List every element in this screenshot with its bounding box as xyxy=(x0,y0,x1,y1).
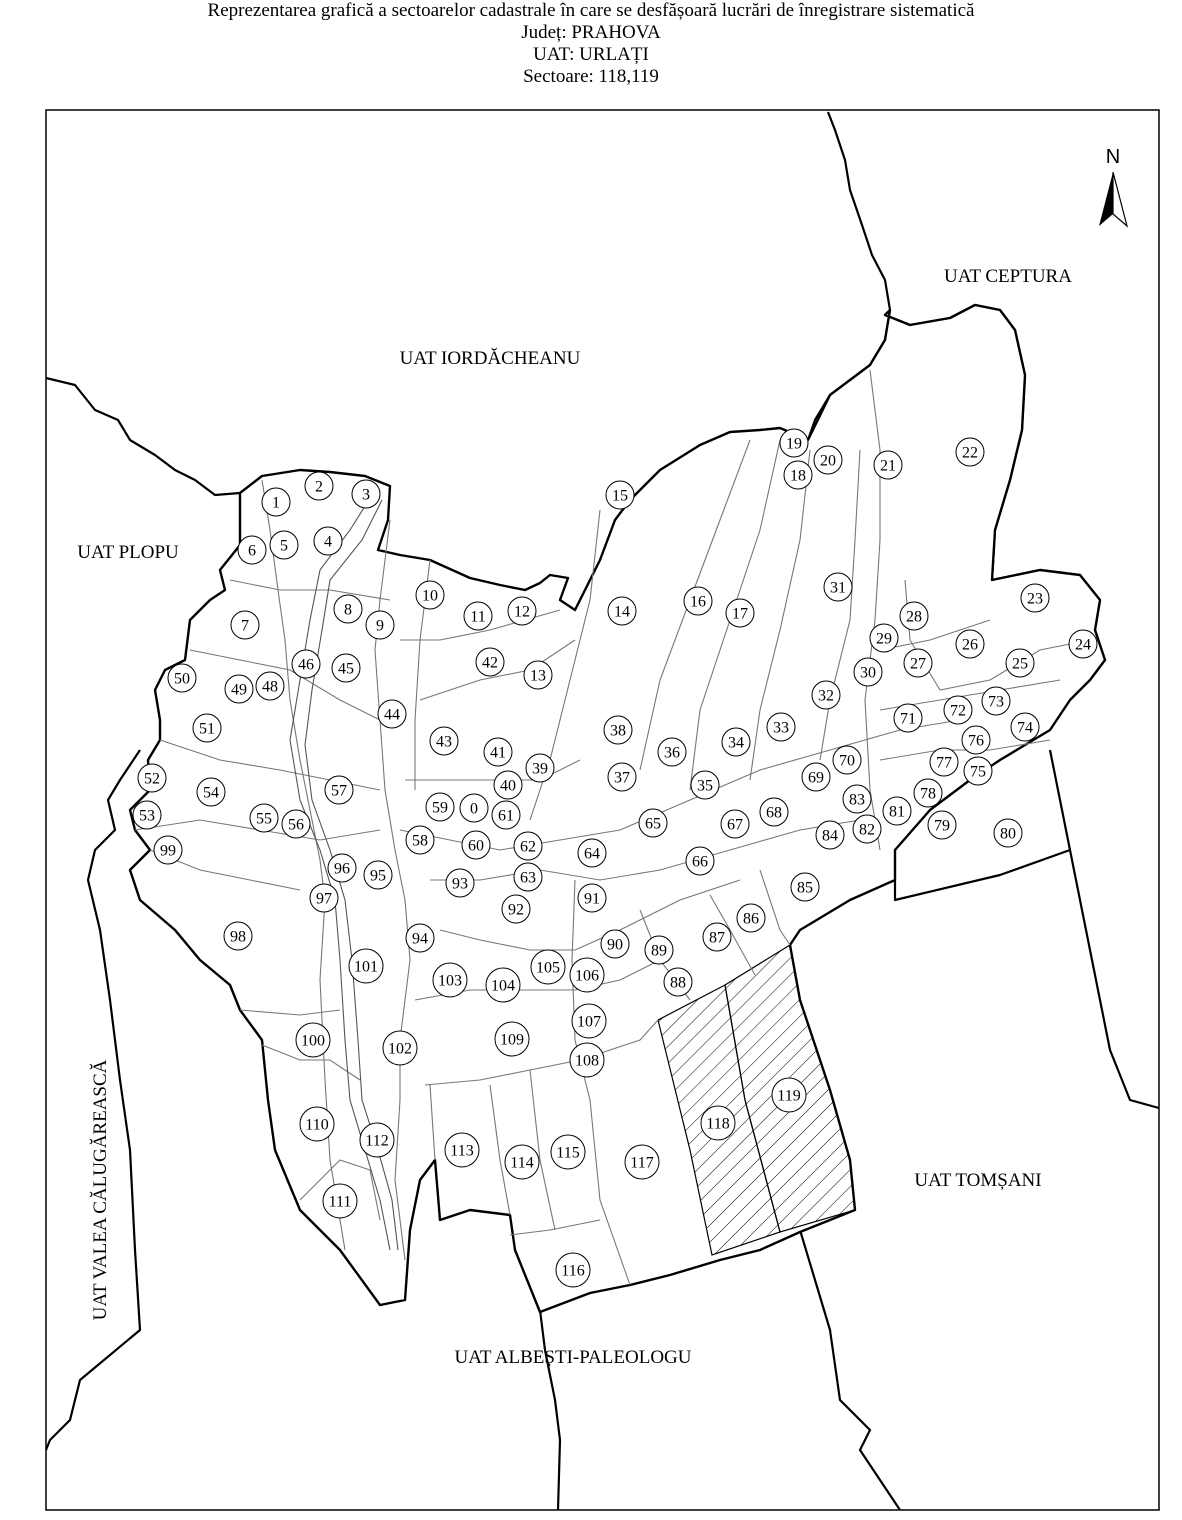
sector-33-label: 33 xyxy=(773,719,789,737)
sector-59 xyxy=(426,793,454,821)
sector-9 xyxy=(366,611,394,639)
sector-32-label: 32 xyxy=(818,687,834,705)
sector-65 xyxy=(639,809,667,837)
sector-57 xyxy=(325,776,353,804)
sector-62 xyxy=(514,832,542,860)
sector-113 xyxy=(445,1133,479,1167)
sector-95 xyxy=(364,861,392,889)
sector-106-label: 106 xyxy=(575,967,599,985)
sector-40-label: 40 xyxy=(500,777,516,795)
sector-40 xyxy=(494,771,522,799)
sector-102 xyxy=(383,1031,417,1065)
sector-87-label: 87 xyxy=(709,929,725,947)
sector-93 xyxy=(446,869,474,897)
sector-61-label: 61 xyxy=(498,807,514,825)
sector-81 xyxy=(883,797,911,825)
sector-118-label: 118 xyxy=(706,1115,730,1133)
sector-103-label: 103 xyxy=(438,972,462,990)
sector-42-label: 42 xyxy=(482,654,498,672)
north-arrow-left-icon xyxy=(1099,172,1113,226)
sector-111-label: 111 xyxy=(328,1193,352,1211)
label-ceptura: UAT CEPTURA xyxy=(944,266,1072,287)
sector-81-label: 81 xyxy=(889,803,905,821)
sector-34 xyxy=(722,728,750,756)
sector-27 xyxy=(904,649,932,677)
sector-54-label: 54 xyxy=(203,784,219,802)
sector-46-label: 46 xyxy=(298,656,314,674)
sector-28-label: 28 xyxy=(906,608,922,626)
sector-85 xyxy=(791,873,819,901)
sector-23-label: 23 xyxy=(1027,590,1043,608)
sector-64 xyxy=(578,839,606,867)
sector-9-label: 9 xyxy=(376,617,384,635)
sector-28 xyxy=(900,602,928,630)
sector-25 xyxy=(1006,649,1034,677)
sector-5-label: 5 xyxy=(280,537,288,555)
sector-26 xyxy=(956,630,984,658)
sector-59-label: 59 xyxy=(432,799,448,817)
sector-15-label: 15 xyxy=(612,487,628,505)
sector-4 xyxy=(314,527,342,555)
sector-7-label: 7 xyxy=(241,617,249,635)
sector-48 xyxy=(256,672,284,700)
sector-91-label: 91 xyxy=(584,890,600,908)
sector-49 xyxy=(225,675,253,703)
sector-107-label: 107 xyxy=(577,1013,601,1031)
sector-110 xyxy=(300,1107,334,1141)
sector-73-label: 73 xyxy=(988,693,1004,711)
sector-53 xyxy=(133,801,161,829)
sector-21-label: 21 xyxy=(880,457,896,475)
sector-90 xyxy=(601,930,629,958)
sector-13-label: 13 xyxy=(530,667,546,685)
sector-51 xyxy=(193,714,221,742)
sector-58-label: 58 xyxy=(412,832,428,850)
sector-68 xyxy=(760,798,788,826)
sector-54 xyxy=(197,778,225,806)
sector-71-label: 71 xyxy=(900,710,916,728)
sector-118 xyxy=(701,1106,735,1140)
north-arrow xyxy=(1099,146,1127,226)
sector-4-label: 4 xyxy=(324,533,332,551)
sector-57-label: 57 xyxy=(331,782,347,800)
sector-26-label: 26 xyxy=(962,636,978,654)
sector-119-label: 119 xyxy=(777,1087,801,1105)
sector-32 xyxy=(812,681,840,709)
sector-45 xyxy=(332,654,360,682)
county-line: Județ: PRAHOVA xyxy=(521,22,661,43)
sector-50-label: 50 xyxy=(174,670,190,688)
sector-69 xyxy=(802,763,830,791)
sector-64-label: 64 xyxy=(584,845,600,863)
sector-29-label: 29 xyxy=(876,630,892,648)
sector-80 xyxy=(994,819,1022,847)
sector-22 xyxy=(956,438,984,466)
map-title: Reprezentarea grafică a sectoarelor cadastrale în care se desfășoară lucrări de înregistrare sistematică xyxy=(207,0,975,21)
sector-67 xyxy=(721,810,749,838)
sector-60-label: 60 xyxy=(468,837,484,855)
sector-60 xyxy=(462,831,490,859)
sector-101 xyxy=(349,949,383,983)
sector-77 xyxy=(930,748,958,776)
sector-99 xyxy=(154,836,182,864)
sector-107 xyxy=(572,1004,606,1038)
sector-80-label: 80 xyxy=(1000,825,1016,843)
sector-62-label: 62 xyxy=(520,838,536,856)
sector-75-label: 75 xyxy=(970,763,986,781)
sector-18-label: 18 xyxy=(790,467,806,485)
sector-21 xyxy=(874,451,902,479)
sector-92-label: 92 xyxy=(508,901,524,919)
sector-6-label: 6 xyxy=(248,542,256,560)
sector-52-label: 52 xyxy=(144,770,160,788)
sector-87 xyxy=(703,923,731,951)
sector-50 xyxy=(168,664,196,692)
sector-70 xyxy=(833,746,861,774)
sector-83 xyxy=(843,785,871,813)
sector-19 xyxy=(780,429,808,457)
sector-112 xyxy=(360,1123,394,1157)
sector-41-label: 41 xyxy=(490,744,506,762)
sector-117-label: 117 xyxy=(630,1154,654,1172)
sector-104 xyxy=(486,968,520,1002)
sector-17-label: 17 xyxy=(732,605,748,623)
sector-55 xyxy=(250,804,278,832)
sector-85-label: 85 xyxy=(797,879,813,897)
sector-37-label: 37 xyxy=(614,769,630,787)
sector-6 xyxy=(238,536,266,564)
sector-108-label: 108 xyxy=(575,1052,599,1070)
sector-95-label: 95 xyxy=(370,867,386,885)
sector-15 xyxy=(606,481,634,509)
sector-10-label: 10 xyxy=(422,587,438,605)
sector-56-label: 56 xyxy=(288,816,304,834)
sector-7 xyxy=(231,611,259,639)
sector-27-label: 27 xyxy=(910,655,926,673)
sector-5 xyxy=(270,531,298,559)
sector-11-label: 11 xyxy=(470,608,486,626)
sector-103 xyxy=(433,963,467,997)
sector-100-label: 100 xyxy=(301,1032,325,1050)
sector-66-label: 66 xyxy=(692,853,708,871)
sector-51-label: 51 xyxy=(199,720,215,738)
sector-52 xyxy=(138,764,166,792)
sector-100 xyxy=(296,1023,330,1057)
label-tomsani: UAT TOMȘANI xyxy=(914,1170,1042,1191)
sector-98 xyxy=(224,922,252,950)
sector-106 xyxy=(570,958,604,992)
sector-77-label: 77 xyxy=(936,754,952,772)
sector-43-label: 43 xyxy=(436,733,452,751)
sector-105-label: 105 xyxy=(536,959,560,977)
sector-93-label: 93 xyxy=(452,875,468,893)
sector-86-label: 86 xyxy=(743,910,759,928)
sector-86 xyxy=(737,904,765,932)
sector-12 xyxy=(508,597,536,625)
label-albesti-paleologu: UAT ALBEȘTI-PALEOLOGU xyxy=(454,1347,692,1368)
sector-14 xyxy=(608,597,636,625)
north-arrow-right-icon xyxy=(1113,172,1127,226)
sector-31 xyxy=(824,573,852,601)
sector-66 xyxy=(686,847,714,875)
sector-3-label: 3 xyxy=(362,486,370,504)
sector-63-label: 63 xyxy=(520,869,536,887)
sector-74 xyxy=(1011,713,1039,741)
sector-49-label: 49 xyxy=(231,681,247,699)
sector-42 xyxy=(476,648,504,676)
sector-69-label: 69 xyxy=(808,769,824,787)
sector-117 xyxy=(625,1145,659,1179)
sector-104-label: 104 xyxy=(491,977,515,995)
sector-84 xyxy=(816,821,844,849)
label-valea-calugareasca: UAT VALEA CĂLUGĂREASCĂ xyxy=(90,1059,111,1321)
sector-3 xyxy=(352,480,380,508)
sector-113-label: 113 xyxy=(450,1142,474,1160)
sector-94-label: 94 xyxy=(412,930,428,948)
sector-39-label: 39 xyxy=(532,760,548,778)
sector-96 xyxy=(328,854,356,882)
sector-33 xyxy=(767,713,795,741)
sector-91 xyxy=(578,884,606,912)
sector-56 xyxy=(282,810,310,838)
sector-97-label: 97 xyxy=(316,890,332,908)
sector-18 xyxy=(784,461,812,489)
sector-97 xyxy=(310,884,338,912)
sector-78-label: 78 xyxy=(920,785,936,803)
sector-30 xyxy=(854,658,882,686)
sector-78 xyxy=(914,779,942,807)
north-label: N xyxy=(1105,146,1121,168)
sector-24-label: 24 xyxy=(1075,636,1091,654)
sector-39 xyxy=(526,754,554,782)
sector-12-label: 12 xyxy=(514,603,530,621)
sector-35-label: 35 xyxy=(697,777,713,795)
sector-1-label: 1 xyxy=(272,494,280,512)
sector-114 xyxy=(505,1145,539,1179)
sector-90-label: 90 xyxy=(607,936,623,954)
sector-109 xyxy=(495,1022,529,1056)
sector-37 xyxy=(608,763,636,791)
label-plopu: UAT PLOPU xyxy=(77,542,179,563)
sector-99-label: 99 xyxy=(160,842,176,860)
sector-36-label: 36 xyxy=(664,744,680,762)
sector-20 xyxy=(814,446,842,474)
sector-1 xyxy=(262,488,290,516)
sector-109-label: 109 xyxy=(500,1031,524,1049)
sector-88 xyxy=(664,968,692,996)
sector-25-label: 25 xyxy=(1012,655,1028,673)
sector-23 xyxy=(1021,584,1049,612)
sector-43 xyxy=(430,727,458,755)
sector-110-label: 110 xyxy=(305,1116,329,1134)
sector-13 xyxy=(524,661,552,689)
sector-75 xyxy=(964,757,992,785)
sector-14-label: 14 xyxy=(614,603,630,621)
sector-44 xyxy=(378,700,406,728)
sector-44-label: 44 xyxy=(384,706,400,724)
sector-79-label: 79 xyxy=(934,817,950,835)
sector-41 xyxy=(484,738,512,766)
sector-31-label: 31 xyxy=(830,579,846,597)
sector-29 xyxy=(870,624,898,652)
sector-73 xyxy=(982,687,1010,715)
sector-20-label: 20 xyxy=(820,452,836,470)
sector-55-label: 55 xyxy=(256,810,272,828)
sector-94 xyxy=(406,924,434,952)
sector-16-label: 16 xyxy=(690,593,706,611)
sector-24 xyxy=(1069,630,1097,658)
sector-61 xyxy=(492,801,520,829)
sector-67-label: 67 xyxy=(727,816,743,834)
sector-108 xyxy=(570,1043,604,1077)
sector-0-label: 0 xyxy=(470,800,478,818)
sector-116 xyxy=(556,1253,590,1287)
sector-71 xyxy=(894,704,922,732)
sector-35 xyxy=(691,771,719,799)
sector-36 xyxy=(658,738,686,766)
sector-45-label: 45 xyxy=(338,660,354,678)
sector-70-label: 70 xyxy=(839,752,855,770)
sector-79 xyxy=(928,811,956,839)
label-iordacheanu: UAT IORDĂCHEANU xyxy=(399,348,581,369)
sector-89-label: 89 xyxy=(651,942,667,960)
uat-line: UAT: URLAȚI xyxy=(533,44,649,65)
sector-112-label: 112 xyxy=(365,1132,389,1150)
sector-101-label: 101 xyxy=(354,958,378,976)
sector-63 xyxy=(514,863,542,891)
sector-11 xyxy=(464,602,492,630)
sector-38-label: 38 xyxy=(610,722,626,740)
sector-17 xyxy=(726,599,754,627)
sector-82-label: 82 xyxy=(859,821,875,839)
sector-34-label: 34 xyxy=(728,734,744,752)
sector-82 xyxy=(853,815,881,843)
sector-119 xyxy=(772,1078,806,1112)
sector-16 xyxy=(684,587,712,615)
sector-88-label: 88 xyxy=(670,974,686,992)
sector-68-label: 68 xyxy=(766,804,782,822)
sector-38 xyxy=(604,716,632,744)
sector-115 xyxy=(551,1135,585,1169)
sectors-line: Sectoare: 118,119 xyxy=(523,66,659,87)
sector-105 xyxy=(531,950,565,984)
sector-116-label: 116 xyxy=(561,1262,585,1280)
sector-76 xyxy=(962,726,990,754)
sector-65-label: 65 xyxy=(645,815,661,833)
sector-48-label: 48 xyxy=(262,678,278,696)
sector-8 xyxy=(334,595,362,623)
sector-115-label: 115 xyxy=(556,1144,580,1162)
sector-58 xyxy=(406,826,434,854)
sector-30-label: 30 xyxy=(860,664,876,682)
sector-10 xyxy=(416,581,444,609)
sector-74-label: 74 xyxy=(1017,719,1033,737)
sector-102-label: 102 xyxy=(388,1040,412,1058)
sector-76-label: 76 xyxy=(968,732,984,750)
sector-89 xyxy=(645,936,673,964)
sector-8-label: 8 xyxy=(344,601,352,619)
sector-0 xyxy=(460,794,488,822)
sector-72 xyxy=(944,696,972,724)
sector-98-label: 98 xyxy=(230,928,246,946)
sector-53-label: 53 xyxy=(139,807,155,825)
sector-22-label: 22 xyxy=(962,444,978,462)
sector-84-label: 84 xyxy=(822,827,838,845)
sector-83-label: 83 xyxy=(849,791,865,809)
sector-2 xyxy=(305,472,333,500)
sector-92 xyxy=(502,895,530,923)
sector-111 xyxy=(323,1184,357,1218)
sector-46 xyxy=(292,650,320,678)
sector-2-label: 2 xyxy=(315,478,323,496)
sector-96-label: 96 xyxy=(334,860,350,878)
sector-19-label: 19 xyxy=(786,435,802,453)
sector-114-label: 114 xyxy=(510,1154,534,1172)
sector-72-label: 72 xyxy=(950,702,966,720)
